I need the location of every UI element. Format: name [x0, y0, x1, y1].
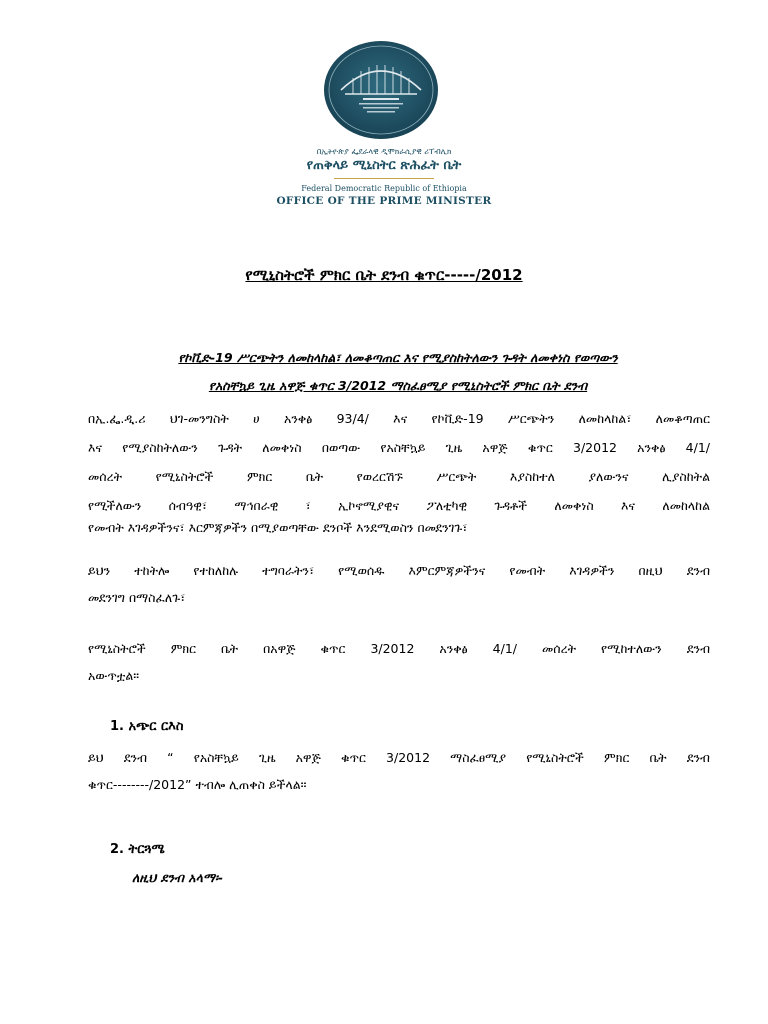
document-subtitle-line-1: የኮቪድ-19 ሥርጭትን ለመከላከል፣ ለመቆጣጠር እና የሚያስከትለውን ጉዳት ለመቀነስ የወጣውን: [178, 350, 618, 365]
paragraph-line: ይህን ተከትሎ የተከለከሉ ተግባራትን፣ የሚወሰዱ እምርምጃዎችንና የመብት እገዳዎችን በዚህ ደንብ: [88, 563, 710, 578]
paragraph-line: ይህ ደንብ “ የአስቸኳይ ጊዜ አዋጅ ቁጥር 3/2012 ማስፈፀሚያ የሚኒስትሮች ምክር ቤት ደንብ: [88, 750, 710, 765]
letterhead-country-amharic: በኢትዮጵያ ፌደራላዊ ዲሞክራሲያዊ ሪፐብሊክ: [316, 147, 452, 156]
paragraph-line: እና የሚያስከትለውን ጉዳት ለመቀነስ በወጣው የአስቸኳይ ጊዜ አዋጅ ቁጥር 3/2012 አንቀፅ 4/1/: [88, 440, 710, 455]
section-1-heading: 1. አጭር ርእስ: [110, 719, 184, 734]
paragraph-line: ቁጥር--------/2012” ተብሎ ሊጠቀስ ይችላል።: [88, 777, 307, 792]
letterhead-office-amharic: የጠቅላይ ሚኒስትር ጽሕፈት ቤት: [306, 158, 462, 173]
document-subtitle-line-2: የአስቸኳይ ጊዜ አዋጅ ቁጥር 3/2012 ማስፈፀሚያ የሚኒስትሮች ምክር ቤት ደንብ: [208, 378, 588, 393]
section-2-heading: 2. ትርጓሜ: [110, 842, 165, 857]
paragraph-line: የመብት እገዳዎችንና፣ እርምጃዎችን በሚያወጣቸው ደንቦች እንደሚወስን በመደንገጉ፣: [88, 520, 468, 535]
prime-minister-office-emblem-icon: [323, 40, 439, 140]
paragraph-line: የሚችለውን ሰብዓዊ፣ ማኅበራዊ ፣ ኢኮኖሚያዊና ፖለቲካዊ ጉዳቶች ለመቀነስ እና ለመከላከል: [88, 498, 710, 513]
paragraph-line: መሰረት የሚኒስትሮች ምክር ቤት የወረርሽኙ ሥርጭት እያስከተለ ያለውንና ሊያስከትል: [88, 469, 710, 484]
paragraph-line: አውጥቷል።: [88, 668, 140, 683]
document-title: የሚኒስትሮች ምክር ቤት ደንብ ቁጥር-----/2012: [245, 266, 523, 284]
letterhead-country-english: Federal Democratic Republic of Ethiopia: [301, 184, 467, 193]
letterhead-office-english: OFFICE OF THE PRIME MINISTER: [276, 195, 492, 207]
section-2-definitions-label: ለዚህ ደንብ አላማ፡-: [132, 870, 224, 885]
letterhead-divider: [334, 178, 434, 179]
paragraph-line: የሚኒስትሮች ምክር ቤት በአዋጅ ቁጥር 3/2012 አንቀፅ 4/1/ መሰረት የሚከተለውን ደንብ: [88, 641, 710, 656]
paragraph-line: መደንገግ በማስፈለጉ፣: [88, 590, 186, 605]
paragraph-line: በኢ.ፌ.ዲ.ሪ ህገ-መንግስት ሀ አንቀፅ 93/4/ እና የኮቪድ-19 ሥርጭትን ለመከላከል፣ ለመቆጣጠር: [88, 411, 710, 426]
